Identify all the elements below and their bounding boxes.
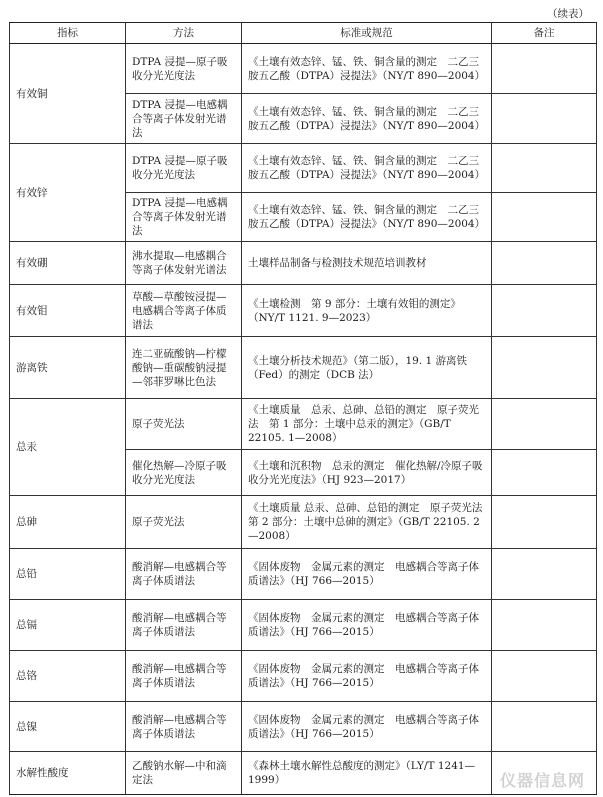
- note-cell: [492, 242, 597, 285]
- table-row: [10, 399, 597, 450]
- standard-cell: 《土壤有效态锌、锰、铁、铜含量的测定 二乙三胺五乙酸（DTPA）浸提法》（NY/T 890—2004）: [242, 193, 492, 242]
- note-cell: [492, 44, 597, 94]
- indicator-cell: 总镍: [10, 702, 126, 752]
- standard-cell: 《土壤和沉积物 总汞的测定 催化热解/冷原子吸收分光光度法》（HJ 923—2017）: [242, 450, 492, 496]
- note-cell: [492, 600, 597, 651]
- indicator-cell: 有效铜: [10, 44, 126, 144]
- note-cell: [492, 94, 597, 144]
- standard-cell: 《固体废物 金属元素的测定 电感耦合等离子体质谱法》（HJ 766—2015）: [242, 549, 492, 600]
- standard-cell: 《土壤质量 总汞、总砷、总铅的测定 原子荧光法 第 2 部分：土壤中总砷的测定》（GB/T 22105. 2—2008）: [242, 496, 492, 549]
- header-indicator: 指标: [10, 23, 126, 44]
- method-cell: DTPA 浸提—电感耦合等离子体发射光谱法: [126, 94, 242, 144]
- standard-cell: 《土壤有效态锌、锰、铁、铜含量的测定 二乙三胺五乙酸（DTPA）浸提法》（NY/T 890—2004）: [242, 44, 492, 94]
- note-cell: [492, 399, 597, 450]
- indicator-cell: 有效硼: [10, 242, 126, 285]
- method-cell: 酸消解—电感耦合等离子体质谱法: [126, 702, 242, 752]
- indicator-cell: 有效钼: [10, 285, 126, 337]
- note-cell: [492, 702, 597, 752]
- standard-cell: 《固体废物 金属元素的测定 电感耦合等离子体质谱法》（HJ 766—2015）: [242, 702, 492, 752]
- continued-label: （续表）: [547, 8, 589, 20]
- method-cell: 酸消解—电感耦合等离子体质谱法: [126, 549, 242, 600]
- table-row: [10, 600, 597, 651]
- table-row: [10, 337, 597, 399]
- standard-cell: 《土壤有效态锌、锰、铁、铜含量的测定 二乙三胺五乙酸（DTPA）浸提法》（NY/T 890—2004）: [242, 144, 492, 193]
- note-cell: [492, 496, 597, 549]
- note-cell: [492, 549, 597, 600]
- note-cell: [492, 144, 597, 193]
- indicator-cell: 总镉: [10, 600, 126, 651]
- method-cell: 草酸—草酸铵浸提—电感耦合等离子体质谱法: [126, 285, 242, 337]
- header-method: 方法: [126, 23, 242, 44]
- table-row: [10, 549, 597, 600]
- method-cell: 催化热解—冷原子吸收分光光度法: [126, 450, 242, 496]
- header-note: 备注: [492, 23, 597, 44]
- indicator-cell: 总铅: [10, 549, 126, 600]
- method-cell: DTPA 浸提—原子吸收分光光度法: [126, 44, 242, 94]
- table-row: [10, 496, 597, 549]
- note-cell: [492, 651, 597, 702]
- table-row: [10, 285, 597, 337]
- indicator-cell: 水解性酸度: [10, 752, 126, 795]
- method-cell: 原子荧光法: [126, 399, 242, 450]
- indicator-cell: 总砷: [10, 496, 126, 549]
- standard-cell: 《土壤分析技术规范》（第二版），19. 1 游离铁（Fed）的测定（DCB 法）: [242, 337, 492, 399]
- method-cell: 酸消解—电感耦合等离子体质谱法: [126, 600, 242, 651]
- note-cell: [492, 285, 597, 337]
- method-cell: 乙酸钠水解—中和滴定法: [126, 752, 242, 795]
- standards-table: [9, 22, 597, 795]
- method-cell: 连二亚硫酸钠—柠檬酸钠—重碳酸钠浸提—邻菲罗啉比色法: [126, 337, 242, 399]
- indicator-cell: 有效锌: [10, 144, 126, 242]
- standard-cell: 《固体废物 金属元素的测定 电感耦合等离子体质谱法》（HJ 766—2015）: [242, 600, 492, 651]
- standard-cell: 《固体废物 金属元素的测定 电感耦合等离子体质谱法》（HJ 766—2015）: [242, 651, 492, 702]
- header-standard: 标准或规范: [242, 23, 492, 44]
- table-row: [10, 651, 597, 702]
- standard-cell: 《土壤质量 总汞、总砷、总铅的测定 原子荧光法 第 1 部分：土壤中总汞的测定》（GB/T 22105. 1—2008）: [242, 399, 492, 450]
- method-cell: 沸水提取—电感耦合等离子体发射光谱法: [126, 242, 242, 285]
- method-cell: 原子荧光法: [126, 496, 242, 549]
- indicator-cell: 游离铁: [10, 337, 126, 399]
- indicator-cell: 总铬: [10, 651, 126, 702]
- note-cell: [492, 450, 597, 496]
- standard-cell: 土壤样品制备与检测技术规范培训教材: [242, 242, 492, 285]
- table-header-row: [10, 23, 597, 44]
- indicator-cell: 总汞: [10, 399, 126, 496]
- table-row: [10, 702, 597, 752]
- standard-cell: 《土壤检测 第 9 部分：土壤有效钼的测定》（NY/T 1121. 9—2023）: [242, 285, 492, 337]
- table-row: [10, 144, 597, 193]
- standard-cell: 《森林土壤水解性总酸度的测定》（LY/T 1241—1999）: [242, 752, 492, 795]
- note-cell: [492, 337, 597, 399]
- standard-cell: 《土壤有效态锌、锰、铁、铜含量的测定 二乙三胺五乙酸（DTPA）浸提法》（NY/T 890—2004）: [242, 94, 492, 144]
- table-row: [10, 44, 597, 94]
- watermark-logo: 仪器信息网: [499, 771, 585, 790]
- method-cell: DTPA 浸提—原子吸收分光光度法: [126, 144, 242, 193]
- method-cell: DTPA 浸提—电感耦合等离子体发射光谱法: [126, 193, 242, 242]
- method-cell: 酸消解—电感耦合等离子体质谱法: [126, 651, 242, 702]
- note-cell: [492, 193, 597, 242]
- table-row: [10, 242, 597, 285]
